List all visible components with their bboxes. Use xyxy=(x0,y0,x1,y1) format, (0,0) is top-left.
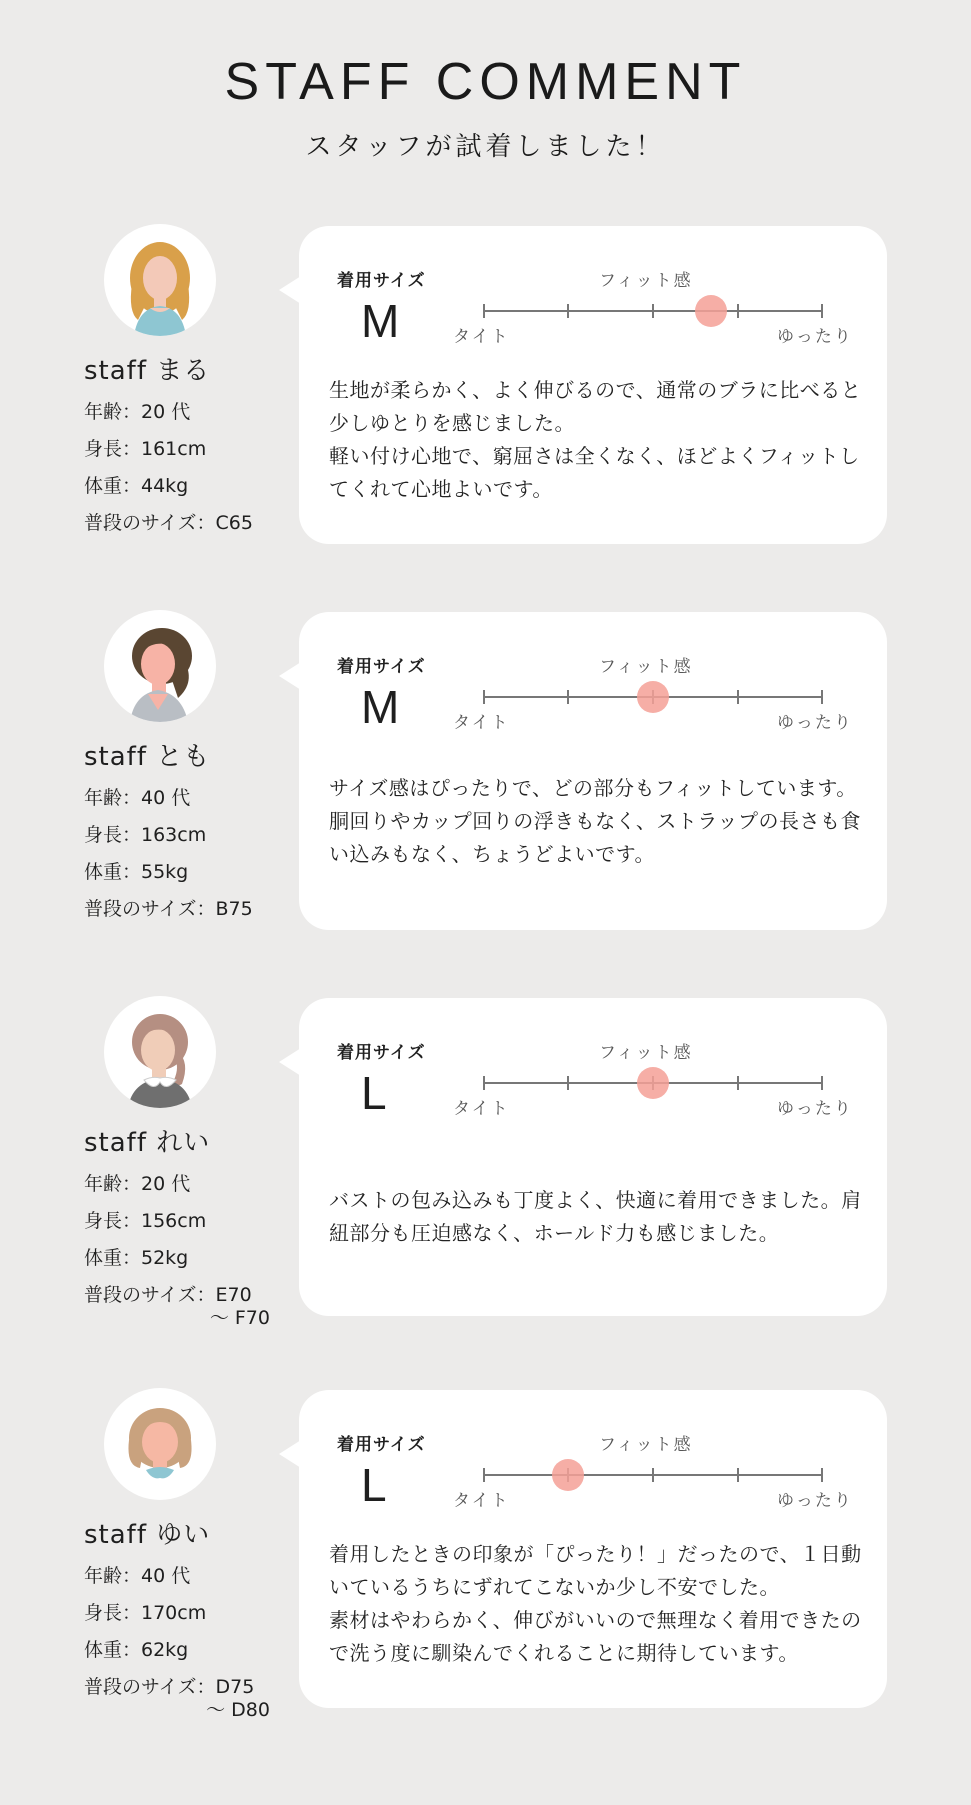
scale-tick xyxy=(483,1468,485,1482)
staff-usual-size-range: ～ F70 xyxy=(209,1307,270,1329)
comment-bubble xyxy=(299,998,887,1316)
staff-name: staff まる xyxy=(84,356,211,386)
staff-usual-size-block xyxy=(84,1675,274,1721)
woman-bob-hair-icon xyxy=(104,1388,216,1500)
fit-scale xyxy=(483,1082,823,1084)
fit-label: フィット感 xyxy=(599,1435,693,1455)
staff-height: 身長：161cm xyxy=(84,438,207,460)
worn-size-label: 着用サイズ xyxy=(337,657,426,677)
staff-usual-size: 普段のサイズ：E70 xyxy=(84,1284,252,1306)
fit-marker xyxy=(637,681,669,713)
staff-profile xyxy=(84,1172,274,1342)
worn-size-label: 着用サイズ xyxy=(337,271,426,291)
staff-usual-size: 普段のサイズ：D75 xyxy=(84,1676,255,1698)
staff-age: 年齢：40 代 xyxy=(84,1565,191,1587)
scale-tick xyxy=(567,690,569,704)
staff-card xyxy=(0,224,971,554)
comment-bubble xyxy=(299,1390,887,1708)
worn-size-value: M xyxy=(361,295,400,347)
scale-loose-label: ゆったり xyxy=(777,1491,853,1511)
scale-tick xyxy=(737,1468,739,1482)
woman-long-blonde-hair-icon xyxy=(104,224,216,336)
staff-profile xyxy=(84,400,274,548)
scale-tick xyxy=(567,304,569,318)
scale-loose-label: ゆったり xyxy=(777,713,853,733)
scale-tick xyxy=(483,1076,485,1090)
staff-name: staff ゆい xyxy=(84,1520,211,1550)
scale-tick xyxy=(737,1076,739,1090)
woman-dark-short-hair-icon xyxy=(104,610,216,722)
staff-card xyxy=(0,1388,971,1721)
staff-comment: 着用したときの印象が「ぴったり！」だったので、１日動いているうちにずれてこないか少し不安でした。 素材はやわらかく、伸びがいいので無理なく着用できたので洗う度に馴染んでくれることに期待しています。 xyxy=(329,1542,862,1665)
scale-tight-label: タイト xyxy=(453,1099,510,1119)
scale-tick xyxy=(737,690,739,704)
comment-bubble xyxy=(299,612,887,930)
staff-comment: サイズ感はぴったりで、どの部分もフィットしています。胴回りやカップ回りの浮きもなく、ストラップの長さも食い込みもなく、ちょうどよいです。 xyxy=(329,776,861,866)
fit-scale xyxy=(483,696,823,698)
scale-tick xyxy=(567,1076,569,1090)
staff-usual-size-range: ～ D80 xyxy=(206,1699,270,1721)
worn-size-value: M xyxy=(361,681,400,733)
fit-scale xyxy=(483,310,823,312)
staff-weight: 体重：44kg xyxy=(84,475,189,497)
fit-scale xyxy=(483,1474,823,1476)
staff-weight: 体重：62kg xyxy=(84,1639,189,1661)
staff-age: 年齢：40 代 xyxy=(84,787,191,809)
page-subtitle: スタッフが試着しました！ xyxy=(305,132,666,162)
bubble-tail xyxy=(279,662,301,690)
scale-tick xyxy=(483,304,485,318)
staff-profile xyxy=(84,1564,274,1734)
staff-usual-size-block xyxy=(84,1283,274,1329)
bubble-tail xyxy=(279,1440,301,1468)
woman-braided-hair-icon xyxy=(104,996,216,1108)
page-title: STAFF COMMENT xyxy=(224,53,747,111)
scale-tick xyxy=(652,304,654,318)
scale-tick xyxy=(483,690,485,704)
worn-size-label: 着用サイズ xyxy=(337,1043,426,1063)
bubble-tail xyxy=(279,1048,301,1076)
staff-height: 身長：170cm xyxy=(84,1602,207,1624)
staff-name: staff れい xyxy=(84,1128,211,1158)
bubble-tail xyxy=(279,276,301,304)
staff-weight: 体重：52kg xyxy=(84,1247,189,1269)
staff-usual-size: 普段のサイズ：B75 xyxy=(84,898,253,920)
scale-tight-label: タイト xyxy=(453,1491,510,1511)
fit-marker xyxy=(637,1067,669,1099)
staff-age: 年齢：20 代 xyxy=(84,1173,191,1195)
fit-marker xyxy=(695,295,727,327)
scale-tick xyxy=(821,690,823,704)
scale-loose-label: ゆったり xyxy=(777,1099,853,1119)
fit-label: フィット感 xyxy=(599,1043,693,1063)
staff-height: 身長：163cm xyxy=(84,824,207,846)
staff-name: staff とも xyxy=(84,742,211,772)
worn-size-value: L xyxy=(361,1067,387,1119)
scale-tick xyxy=(821,304,823,318)
staff-age: 年齢：20 代 xyxy=(84,401,191,423)
staff-card xyxy=(0,610,971,940)
staff-weight: 体重：55kg xyxy=(84,861,189,883)
staff-comment: バストの包み込みも丁度よく、快適に着用できました。肩紐部分も圧迫感なく、ホールド力も感じました。 xyxy=(329,1188,862,1245)
fit-label: フィット感 xyxy=(599,657,693,677)
scale-loose-label: ゆったり xyxy=(777,327,853,347)
staff-card xyxy=(0,996,971,1329)
staff-height: 身長：156cm xyxy=(84,1210,207,1232)
staff-profile xyxy=(84,786,274,934)
scale-tight-label: タイト xyxy=(453,713,510,733)
comment-bubble xyxy=(299,226,887,544)
staff-comment: 生地が柔らかく、よく伸びるので、通常のブラに比べると少しゆとりを感じました。 軽い付け心地で、窮屈さは全くなく、ほどよくフィットしてくれて心地よいです。 xyxy=(329,378,862,501)
worn-size-label: 着用サイズ xyxy=(337,1435,426,1455)
scale-tick xyxy=(737,304,739,318)
scale-tick xyxy=(821,1468,823,1482)
worn-size-value: L xyxy=(361,1459,387,1511)
staff-usual-size: 普段のサイズ：C65 xyxy=(84,512,253,534)
scale-tight-label: タイト xyxy=(453,327,510,347)
fit-marker xyxy=(552,1459,584,1491)
scale-tick xyxy=(652,1468,654,1482)
fit-label: フィット感 xyxy=(599,271,693,291)
scale-tick xyxy=(821,1076,823,1090)
